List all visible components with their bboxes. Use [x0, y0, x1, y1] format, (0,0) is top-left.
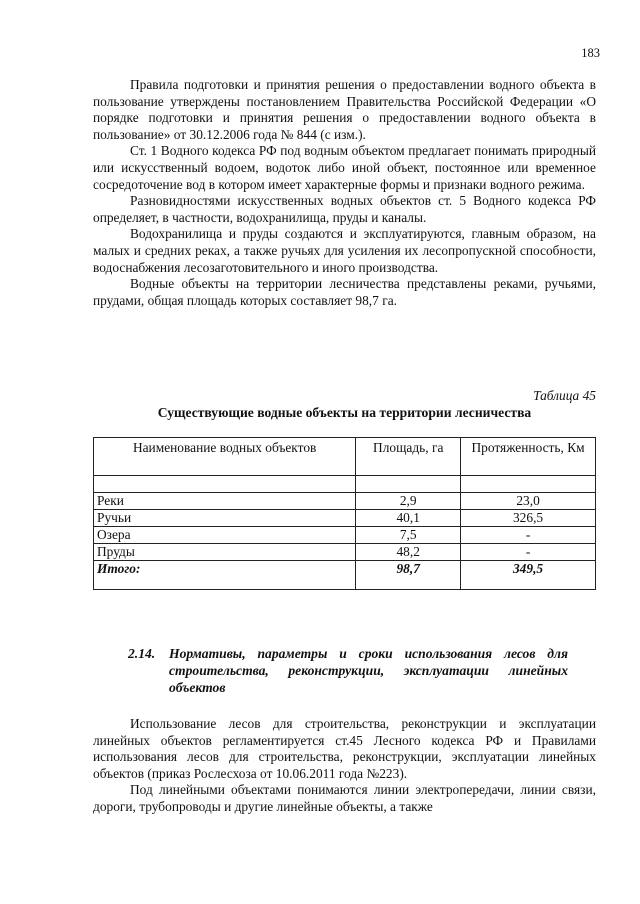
section-text: [93, 716, 596, 816]
paragraph: Правила подготовки и принятия решения о предоставлении водного объекта в пользование утверждены постановлением Правительства Российской Федерации «О порядке подготовки и принятия решения о предоставлении водного объекта в пользование» от 30.12.2006 года № 844 (с изм.).: [93, 77, 596, 142]
page-number: 183: [581, 46, 600, 60]
paragraph: Водохранилища и пруды создаются и эксплуатируются, главным образом, на малых и средних реках, а также ручьях для усиления их лесопропускной способности, водоснабжения лесозаготовительного и иного производства.: [93, 226, 596, 275]
table-total-row: [94, 561, 596, 590]
cell-length: 326,5: [461, 510, 596, 527]
paragraph: Использование лесов для строительства, реконструкции и эксплуатации линейных объектов регламентируется ст.45 Лесного кодекса РФ и Правилами использования лесов для строительства, реконструкции, эксплуатации линейных объектов (приказ Рослесхоза от 10.06.2011 года №223).: [93, 716, 596, 781]
cell-name: Озера: [94, 527, 356, 544]
header-length: Протяженность, Км: [461, 438, 596, 476]
section-title: Нормативы, параметры и сроки использования лесов для строительства, реконструкции, эксплуатации линейных объектов: [169, 646, 568, 695]
table-row: [94, 544, 596, 561]
paragraph: Водные объекты на территории лесничества представлены реками, ручьями, прудами, общая площадь которых составляет 98,7 га.: [93, 276, 596, 308]
cell-area: 40,1: [356, 510, 461, 527]
cell-name: Пруды: [94, 544, 356, 561]
cell-area: 2,9: [356, 493, 461, 510]
table-row: [94, 527, 596, 544]
water-objects-table: [93, 437, 596, 590]
header-area: Площадь, га: [356, 438, 461, 476]
cell-length: -: [461, 544, 596, 561]
cell-length: -: [461, 527, 596, 544]
table-row: [94, 510, 596, 527]
section-number: 2.14.: [128, 646, 156, 661]
cell-area: 48,2: [356, 544, 461, 561]
section-heading: [128, 645, 568, 696]
total-area: 98,7: [356, 561, 461, 590]
total-length: 349,5: [461, 561, 596, 590]
table-row: [94, 493, 596, 510]
paragraph: Под линейными объектами понимаются линии электропередачи, линии связи, дороги, трубопроводы и другие линейные объекты, а также: [93, 782, 596, 814]
table-header-row: [94, 438, 596, 476]
intro-text: [93, 77, 596, 309]
total-label: Итого:: [94, 561, 356, 590]
header-name: Наименование водных объектов: [94, 438, 356, 476]
paragraph: Ст. 1 Водного кодекса РФ под водным объектом предлагает понимать природный или искусственный водоем, водоток либо иной объект, постоянное или временное сосредоточение вод в котором имеет характерные формы и признаки водного режима.: [93, 143, 596, 192]
table-title: Существующие водные объекты на территории лесничества: [157, 405, 532, 420]
cell-name: Реки: [94, 493, 356, 510]
cell-name: Ручьи: [94, 510, 356, 527]
cell-area: 7,5: [356, 527, 461, 544]
paragraph: Разновидностями искусственных водных объектов ст. 5 Водного кодекса РФ определяет, в частности, водохранилища, пруды и каналы.: [93, 193, 596, 225]
table-label: Таблица 45: [533, 388, 596, 403]
table-spacer-row: [94, 476, 596, 493]
cell-length: 23,0: [461, 493, 596, 510]
